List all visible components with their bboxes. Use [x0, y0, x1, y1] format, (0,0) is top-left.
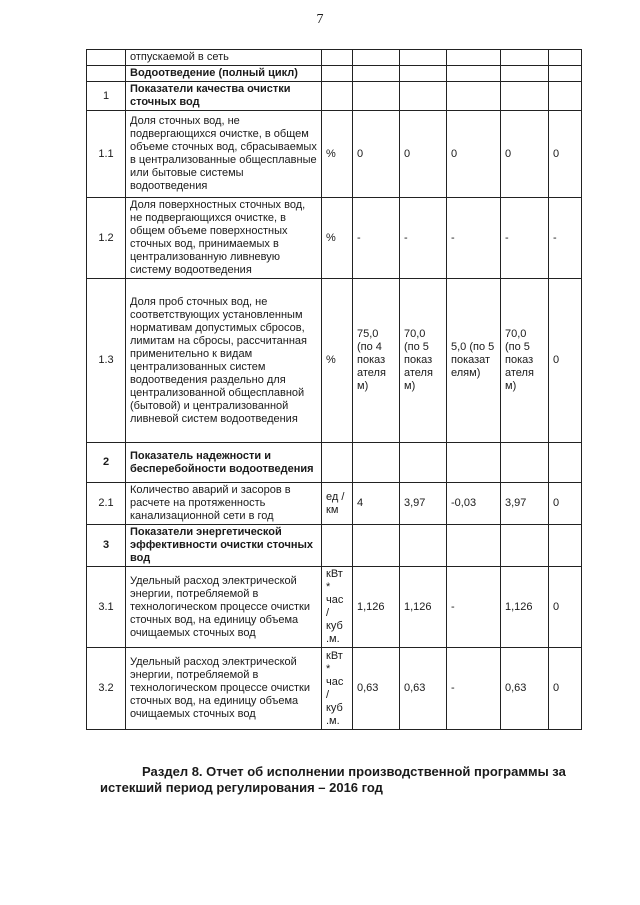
row-value-4 [501, 66, 549, 82]
row-number [87, 66, 126, 82]
row-value-4: 0 [501, 111, 549, 198]
row-unit [322, 66, 353, 82]
row-value-1: 0 [353, 111, 400, 198]
table-row [87, 648, 582, 730]
row-description: Удельный расход электрической энергии, потребляемой в технологическом процессе очистки сточных вод, на единицу объема очищаемых сточных вод [126, 567, 322, 648]
row-value-4: 70,0 (по 5 показ ателя м) [501, 279, 549, 443]
row-number: 1 [87, 82, 126, 111]
row-value-1 [353, 443, 400, 483]
row-value-5: 0 [549, 483, 582, 525]
row-number: 1.2 [87, 198, 126, 279]
indicators-table [86, 49, 582, 730]
row-value-4: 3,97 [501, 483, 549, 525]
table-row [87, 567, 582, 648]
row-unit: кВт * час / куб .м. [322, 567, 353, 648]
row-unit: % [322, 279, 353, 443]
row-description: Показатели качества очистки сточных вод [126, 82, 322, 111]
row-value-1: 75,0 (по 4 показ ателя м) [353, 279, 400, 443]
table-row [87, 198, 582, 279]
row-unit: % [322, 198, 353, 279]
row-value-3: -0,03 [447, 483, 501, 525]
section-heading: Раздел 8. Отчет об исполнении производственной программы за истекший период регулирования – 2016 год [100, 764, 566, 795]
row-value-5: 0 [549, 567, 582, 648]
row-value-5: 0 [549, 111, 582, 198]
row-value-1: - [353, 198, 400, 279]
row-value-4: 0,63 [501, 648, 549, 730]
row-value-3 [447, 66, 501, 82]
row-description: Доля поверхностных сточных вод, не подвергающихся очистке, в общем объеме поверхностных сточных вод, принимаемых в централизованную ливневую систему водоотведения [126, 198, 322, 279]
row-value-1 [353, 50, 400, 66]
row-number: 3.1 [87, 567, 126, 648]
table-row [87, 50, 582, 66]
row-value-5: 0 [549, 648, 582, 730]
row-number [87, 50, 126, 66]
row-value-1: 4 [353, 483, 400, 525]
row-value-2 [400, 443, 447, 483]
row-value-2 [400, 82, 447, 111]
row-value-2: - [400, 198, 447, 279]
row-value-2 [400, 525, 447, 567]
row-value-4 [501, 525, 549, 567]
row-unit: ед /км [322, 483, 353, 525]
row-value-3: - [447, 198, 501, 279]
row-number: 1.3 [87, 279, 126, 443]
row-value-4 [501, 443, 549, 483]
row-number: 2 [87, 443, 126, 483]
table-row [87, 82, 582, 111]
row-value-4: 1,126 [501, 567, 549, 648]
row-value-4 [501, 82, 549, 111]
row-value-1: 0,63 [353, 648, 400, 730]
page-number: 7 [316, 12, 324, 27]
row-value-3: 0 [447, 111, 501, 198]
row-value-2 [400, 50, 447, 66]
row-value-2: 0,63 [400, 648, 447, 730]
row-value-1 [353, 66, 400, 82]
row-description: Водоотведение (полный цикл) [126, 66, 322, 82]
row-value-4: - [501, 198, 549, 279]
row-number: 1.1 [87, 111, 126, 198]
row-value-3 [447, 50, 501, 66]
table-row [87, 66, 582, 82]
row-description: Доля сточных вод, не подвергающихся очистке, в общем объеме сточных вод, сбрасываемых в централизованные общесплавные или бытовые системы водоотведения [126, 111, 322, 198]
row-value-5 [549, 525, 582, 567]
row-value-2 [400, 66, 447, 82]
row-value-5 [549, 66, 582, 82]
row-number: 3 [87, 525, 126, 567]
table-row [87, 111, 582, 198]
row-unit: % [322, 111, 353, 198]
row-value-3 [447, 82, 501, 111]
table-row [87, 483, 582, 525]
row-value-3 [447, 525, 501, 567]
row-unit [322, 443, 353, 483]
row-value-2: 70,0 (по 5 показ ателя м) [400, 279, 447, 443]
row-number: 2.1 [87, 483, 126, 525]
row-value-1: 1,126 [353, 567, 400, 648]
row-value-2: 1,126 [400, 567, 447, 648]
table-row [87, 279, 582, 443]
row-description: Удельный расход электрической энергии, потребляемой в технологическом процессе очистки сточных вод, на единицу объема очищаемых сточных вод [126, 648, 322, 730]
row-unit [322, 525, 353, 567]
table-row [87, 443, 582, 483]
table-body [87, 50, 582, 730]
table-row [87, 525, 582, 567]
row-value-2: 0 [400, 111, 447, 198]
row-value-3: - [447, 567, 501, 648]
row-value-5: 0 [549, 279, 582, 443]
row-description: Доля проб сточных вод, не соответствующих установленным нормативам допустимых сбросов, лимитам на сбросы, рассчитанная применительно к видам централизованных систем водоотведения раздельно для централизованной общесплавной (бытовой) и централизованной ливневой систем водоотведения [126, 279, 322, 443]
row-description: Показатели энергетической эффективности очистки сточных вод [126, 525, 322, 567]
row-value-4 [501, 50, 549, 66]
row-value-5 [549, 50, 582, 66]
row-value-5 [549, 82, 582, 111]
row-unit: кВт * час / куб .м. [322, 648, 353, 730]
row-value-1 [353, 525, 400, 567]
row-value-5 [549, 443, 582, 483]
row-number: 3.2 [87, 648, 126, 730]
row-unit [322, 50, 353, 66]
row-description: отпускаемой в сеть [126, 50, 322, 66]
row-value-3: 5,0 (по 5 показат елям) [447, 279, 501, 443]
row-value-2: 3,97 [400, 483, 447, 525]
row-value-5: - [549, 198, 582, 279]
row-value-1 [353, 82, 400, 111]
row-description: Количество аварий и засоров в расчете на протяженность канализационной сети в год [126, 483, 322, 525]
row-value-3 [447, 443, 501, 483]
row-unit [322, 82, 353, 111]
row-description: Показатель надежности и бесперебойности водоотведения [126, 443, 322, 483]
row-value-3: - [447, 648, 501, 730]
